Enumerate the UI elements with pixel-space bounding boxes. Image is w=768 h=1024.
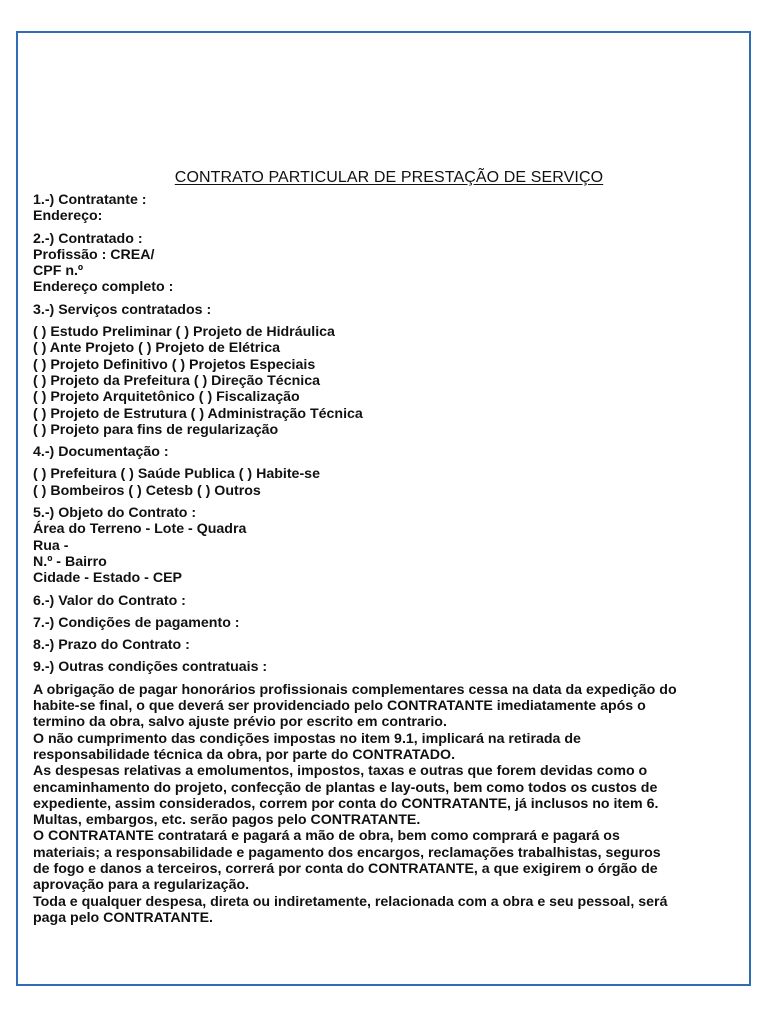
document-title: [33, 168, 745, 188]
section-line: 5.-) Objeto do Contrato :: [33, 505, 197, 522]
paragraph-line: paga pelo CONTRATANTE.: [33, 909, 213, 926]
contract-section: [33, 466, 745, 499]
section-line: ( ) Estudo Preliminar ( ) Projeto de Hidráulica: [33, 324, 335, 341]
document-title-text: CONTRATO PARTICULAR DE PRESTAÇÃO DE SERVIÇO: [174, 169, 604, 186]
section-line: ( ) Projeto para fins de regularização: [33, 421, 279, 438]
paragraph-line: A obrigação de pagar honorários profissionais complementares cessa na data da expedição do: [33, 681, 677, 698]
section-line: Profissão : CREA/: [33, 246, 155, 263]
section-line: ( ) Projeto Definitivo ( ) Projetos Especiais: [33, 356, 316, 373]
section-line: 4.-) Documentação :: [33, 444, 169, 461]
paragraph-line: aprovação para a regularização.: [33, 877, 250, 894]
paragraph-line: expediente, assim considerados, correm por conta do CONTRATANTE, já inclusos no item 6.: [33, 795, 659, 812]
section-line: CPF n.º: [33, 263, 84, 280]
section-line: Endereço:: [33, 208, 103, 225]
section-line: ( ) Prefeitura ( ) Saúde Publica ( ) Habite-se: [33, 466, 320, 483]
section-line: 1.-) Contratante :: [33, 192, 147, 208]
contract-section: [33, 593, 745, 609]
paragraph-line: materiais; a responsabilidade e pagamento dos encargos, reclamações trabalhistas, seguros: [33, 844, 661, 861]
paragraph-line: responsabilidade técnica da obra, por parte do CONTRATADO.: [33, 746, 456, 763]
section-line: ( ) Projeto Arquitetônico ( ) Fiscalização: [33, 389, 300, 406]
contract-sections: [33, 192, 745, 676]
paragraph-line: de fogo e danos a terceiros, correrá por conta do CONTRATANTE, a que exigirem o órgão de: [33, 860, 658, 877]
paragraph-line: habite-se final, o que deverá ser providenciado pelo CONTRATANTE imediatamente após o: [33, 698, 646, 715]
section-line: ( ) Ante Projeto ( ) Projeto de Elétrica: [33, 340, 280, 357]
paragraph-line: Toda e qualquer despesa, direta ou indiretamente, relacionada com a obra e seu pessoal, será: [33, 893, 668, 910]
document-body: [33, 168, 745, 926]
paragraph-line: O não cumprimento das condições impostas no item 9.1, implicará na retirada de: [33, 730, 581, 747]
section-line: Área do Terreno - Lote - Quadra: [33, 521, 247, 538]
paragraph-line: termino da obra, salvo ajuste prévio por escrito em contrario.: [33, 714, 447, 731]
contract-section: [33, 505, 745, 586]
contract-section: [33, 231, 745, 296]
section-line: 8.-) Prazo do Contrato :: [33, 637, 190, 654]
contract-section: [33, 192, 745, 225]
contract-section: [33, 444, 745, 460]
section-line: ( ) Projeto da Prefeitura ( ) Direção Técnica: [33, 372, 320, 389]
section-line: Rua -: [33, 537, 69, 554]
section-line: Endereço completo :: [33, 279, 174, 296]
section-line: 9.-) Outras condições contratuais :: [33, 659, 268, 676]
section-line: Cidade - Estado - CEP: [33, 570, 182, 587]
section-line: N.º - Bairro: [33, 553, 107, 570]
section-line: 2.-) Contratado :: [33, 230, 143, 247]
contract-section: [33, 637, 745, 653]
paragraph-line: encaminhamento do projeto, confecção de plantas e lay-outs, bem como todos os custos de: [33, 779, 658, 796]
paragraph-line: O CONTRATANTE contratará e pagará a mão de obra, bem como comprará e pagará os: [33, 828, 620, 845]
contract-conditions-paragraph: [33, 682, 745, 926]
paragraph-line: As despesas relativas a emolumentos, impostos, taxas e outras que forem devidas como o: [33, 763, 648, 780]
section-line: ( ) Projeto de Estrutura ( ) Administração Técnica: [33, 405, 363, 422]
contract-section: [33, 324, 745, 438]
contract-section: [33, 302, 745, 318]
section-line: 7.-) Condições de pagamento :: [33, 614, 240, 631]
contract-section: [33, 659, 745, 675]
paragraph-line: Multas, embargos, etc. serão pagos pelo CONTRATANTE.: [33, 812, 421, 829]
section-line: ( ) Bombeiros ( ) Cetesb ( ) Outros: [33, 482, 261, 499]
section-line: 3.-) Serviços contratados :: [33, 301, 212, 318]
contract-section: [33, 615, 745, 631]
section-line: 6.-) Valor do Contrato :: [33, 592, 186, 609]
